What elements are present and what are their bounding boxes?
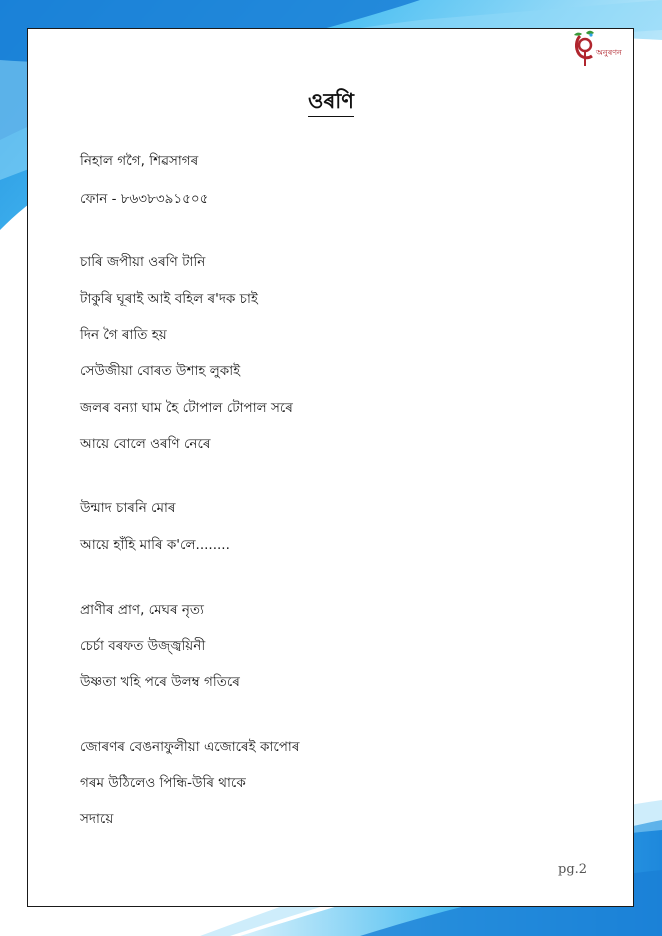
poem-line: আয়ে হাঁহি মাৰি ক'লে........	[80, 537, 230, 553]
poem-line: সেউজীয়া বোৰত উশাহ লুকাই	[80, 363, 241, 379]
poem-line: গৰম উঠিলেও পিন্ধি-উৰি থাকে	[80, 775, 246, 791]
poem-line: টাকুৰি ঘূৰাই আই বহিল ৰ'দক চাই	[80, 291, 258, 307]
page-number: pg.2	[558, 862, 588, 877]
poem-line: প্ৰাণীৰ প্ৰাণ, মেঘৰ নৃত্য	[80, 602, 204, 618]
poem-line: সদায়ে	[80, 811, 114, 827]
poem-line: জলৰ বন্যা ঘাম হৈ টোপাল টোপাল সৰে	[80, 400, 293, 416]
phone-line: ফোন - ৮৬৩৮৩৯১৫০৫	[80, 191, 209, 207]
poem-line: দিন গৈ ৰাতি হয়	[80, 327, 167, 343]
logo-text: অনুৰণন	[596, 48, 622, 57]
poem-line: আয়ে বোলে ওৰণি নেৰে	[80, 436, 211, 452]
poem-line: চাৰি জপীয়া ওৰণি টানি	[80, 254, 206, 270]
poem-line: জোৰণৰ বেঙনাফুলীয়া এজোৰেই কাপোৰ	[80, 739, 300, 755]
author-line: নিহাল গগৈ, শিৱসাগৰ	[80, 153, 199, 169]
poem-line: উষ্ণতা খহি পৰে উলম্ব গতিৰে	[80, 674, 240, 690]
poem-title: ওৰণি	[0, 85, 662, 120]
poem-line: উন্মাদ চাৰনি মোৰ	[80, 500, 176, 516]
poem-line: চেৰ্চা বৰফত উজ্জ্বয়িনী	[80, 638, 206, 654]
